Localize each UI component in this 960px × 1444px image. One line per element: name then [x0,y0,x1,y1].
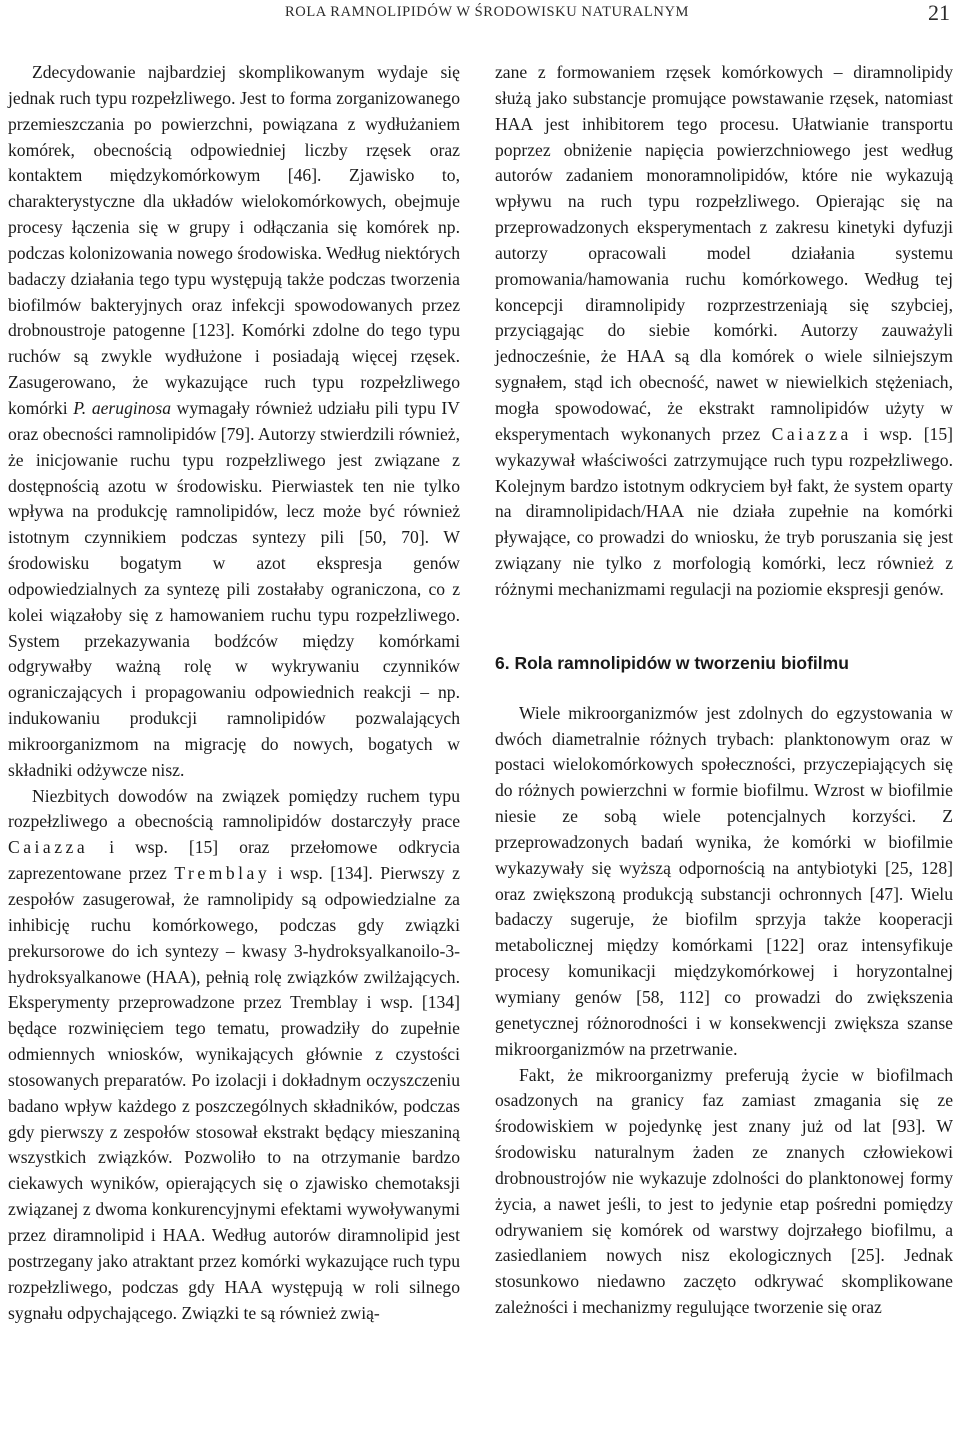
author-name: Tremblay [174,863,271,884]
paragraph-evidence [8,784,460,1327]
paragraph-biofilm-intro: Wiele mikroorganizmów jest zdolnych do egzystowania w dwóch diametralnie różnych trybach: planktonowym oraz w postaci wielokomórkowych społeczności, przyczepiających się do różnych powierzchni w formie biofilmu. Wzrost w biofilmie niesie ze sobą wiele potencjalnych korzyści. Z przeprowadzonych badań wynika, że komórki w biofilmie wykazywały się wyższą odpornością na antybiotyki [25, 128] oraz zwiększoną produkcją substancji ochronnych [47]. Wielu badaczy sugeruje, że biofilm sprzyja także kooperacji metabolicznej między komórkami [122] oraz intensyfikuje procesy komunikacji międzykomórkowej i horyzontalnej wymiany genów [58, 112] co prowadzi do zwiększenia genetycznej różnorodności i w konsekwencji zwiększa szanse mikroorganizmów na przetrwanie. [495,702,953,1059]
paragraph-text: i wsp. [134]. Pierwszy z zespołów zasugerował, że ramnolipidy są odpowiedzialne za inhibicję ruchu komórkowego, podczas gdy związki prekursorowe do ich syntezy – kwasy 3-hydroksyalkanoilo-3-hydroksyalkanowe (HAA), pełnią rolę związków zwilżających. Eksperymenty przeprowadzone przez Tremblay i wsp. [134] będące rozwinięciem tego tematu, prowadziły do zupełnie odmiennych wniosków, wynikających głównie z czystości stosowanych preparatów. Po izolacji i dokładnym oczyszczeniu badano wpływ każdego z poszczególnych składników, podczas gdy pierwszy z zespołów stosował ekstrakt będący mieszaniną wszystkich związków. Pozwoliło to na otrzymanie bardzo ciekawych wyników, opierających się o zjawisko chemotaksji związanej z dwoma konkurencyjnymi efektami wywoływanymi przez diramnolipid i HAA. Według autorów diramnolipid jest postrzegany jako atraktant przez komórki wykazujące ruch typu rozpełzliwego, podczas gdy HAA występują w roli silnego sygnału odpychającego. Związki te są również zwią- [8,863,460,1323]
paragraph-text: zane z formowaniem rzęsek komórkowych – diramnolipidy służą jako substancje promujące powstawanie rzęsek, natomiast HAA jest inhibitorem tego procesu. Ułatwianie transportu poprzez obniżenie napięcia powierzchniowego jest według autorów zadaniem monoramnolipidów, które nie wykazują wpływu na ruch typu rozpełzliwego. Opierając się na przeprowadzonych eksperymentach z zakresu kinetyki dyfuzji autorzy opracowali model działania systemu promowania/hamowania ruchu komórkowego. Według tej koncepcji diramnolipidy rozprzestrzeniają się szybciej, przyciągając do siebie komórki. Autorzy zauważyli jednocześnie, że HAA są dla komórek o wiele silniejszym sygnałem, stąd ich obecność, nawet w niewielkich stężeniach, mogła spowodować, że ekstrakt ramnolipidów użyty w eksperymentach wykonanych przez [495,62,953,444]
paragraph-swarming-motility [8,60,460,784]
author-name: Caiazza [771,423,852,444]
section-heading: 6. Rola ramnolipidów w tworzeniu biofilmu [495,652,849,673]
paragraph-continuation [495,60,953,603]
paragraph-text: i wsp. [15] oraz przełomowe odkrycia zaprezentowane przez [8,837,460,884]
paragraph-text: Niezbitych dowodów na związek pomiędzy ruchem typu rozpełzliwego a obecnością ramnolipidów dostarczyły prace [8,785,460,832]
paragraph-text: i wsp. [15] wykazywał właściwości zatrzymujące ruch typu rozpełzliwego. Kolejnym bardzo istotnym odkryciem był fakt, że system oparty na diramnolipidach/HAA nie działa zupełnie na komórki pływające, co prowadzi do wniosku, że tryb poruszania się jest związany nie tylko z morfologią komórki, lecz również z różnymi mechanizmami regulacji na poziomie ekspresji genów. [495,423,954,599]
running-title: ROLA RAMNOLIPIDÓW W ŚRODOWISKU NATURALNYM [285,4,690,20]
page-header [0,0,960,36]
page-number: 21 [928,0,950,25]
author-name: Caiazza [8,837,89,858]
species-name: P. aeruginosa [73,397,171,418]
right-column [495,60,953,1321]
left-column [8,60,460,1326]
paragraph-text: Zdecydowanie najbardziej skomplikowanym wydaje się jednak ruch typu rozpełzliwego. Jest to forma zorganizowanego przemieszczania po powierzchni, powiązana z wydłużaniem komórek, obecnością odpowiedniej liczby rzęsek oraz kontaktem międzykomórkowym [46]. Zjawisko to, charakterystyczne dla układów wielokomórkowych, obejmuje procesy łączenia się w grupy i odłączania się komórek np. podczas kolonizowania nowego środowiska. Według niektórych badaczy działania tego typu występują także podczas tworzenia biofilmów bakteryjnych oraz infekcji spowodowanych przez drobnoustroje patogenne [123]. Komórki zdolne do tego typu ruchów są zwykle wydłużone i posiadają więcej rzęsek. Zasugerowano, że wykazujące ruch typu rozpełzliwego komórki [8,62,460,418]
paragraph-text: wymagały również udziału pili typu IV oraz obecności ramnolipidów [79]. Autorzy stwierdzili również, że inicjowanie ruchu typu rozpełzliwego jest związane z dostępnością azotu w środowisku. Pierwiastek ten nie tylko wpływa na produkcję ramnolipidów, lecz może być również istotnym czynnikiem podczas syntezy pili [50, 70]. W środowisku bogatym w azot ekspresja genów odpowiedzialnych za syntezę pili zostałaby ograniczona, co z kolei wiązałoby się z hamowaniem ruchu typu rozpełzliwego. System przekazywania bodźców między komórkami odgrywałby ważną rolę w wykrywaniu czynników ograniczających i propagowaniu odpowiednich reakcji – np. indukowaniu produkcji ramnolipidów pozwalających mikroorganizmom na migrację do nowych, bogatych w składniki odżywcze nisz. [8,397,460,780]
paragraph-biofilm-preference: Fakt, że mikroorganizmy preferują życie w biofilmach osadzonych na granicy faz zamiast zmagania się ze środowiskiem w pojedynkę jest znany już od lat [93]. W środowisku naturalnym żaden ze znanych człowiekowi drobnoustrojów nie wykazuje zdolności do planktonowej formy życia, a nawet jeśli, to jest to jedynie etap pośredni pomiędzy odrywaniem się komórek od warstwy dojrzałego biofilmu, a zasiedlaniem nowych nisz ekologicznych [25]. Jednak stosunkowo niedawno zaczęto odkrywać skomplikowane zależności i mechanizmy regulujące tworzenie się oraz [495,1064,953,1318]
